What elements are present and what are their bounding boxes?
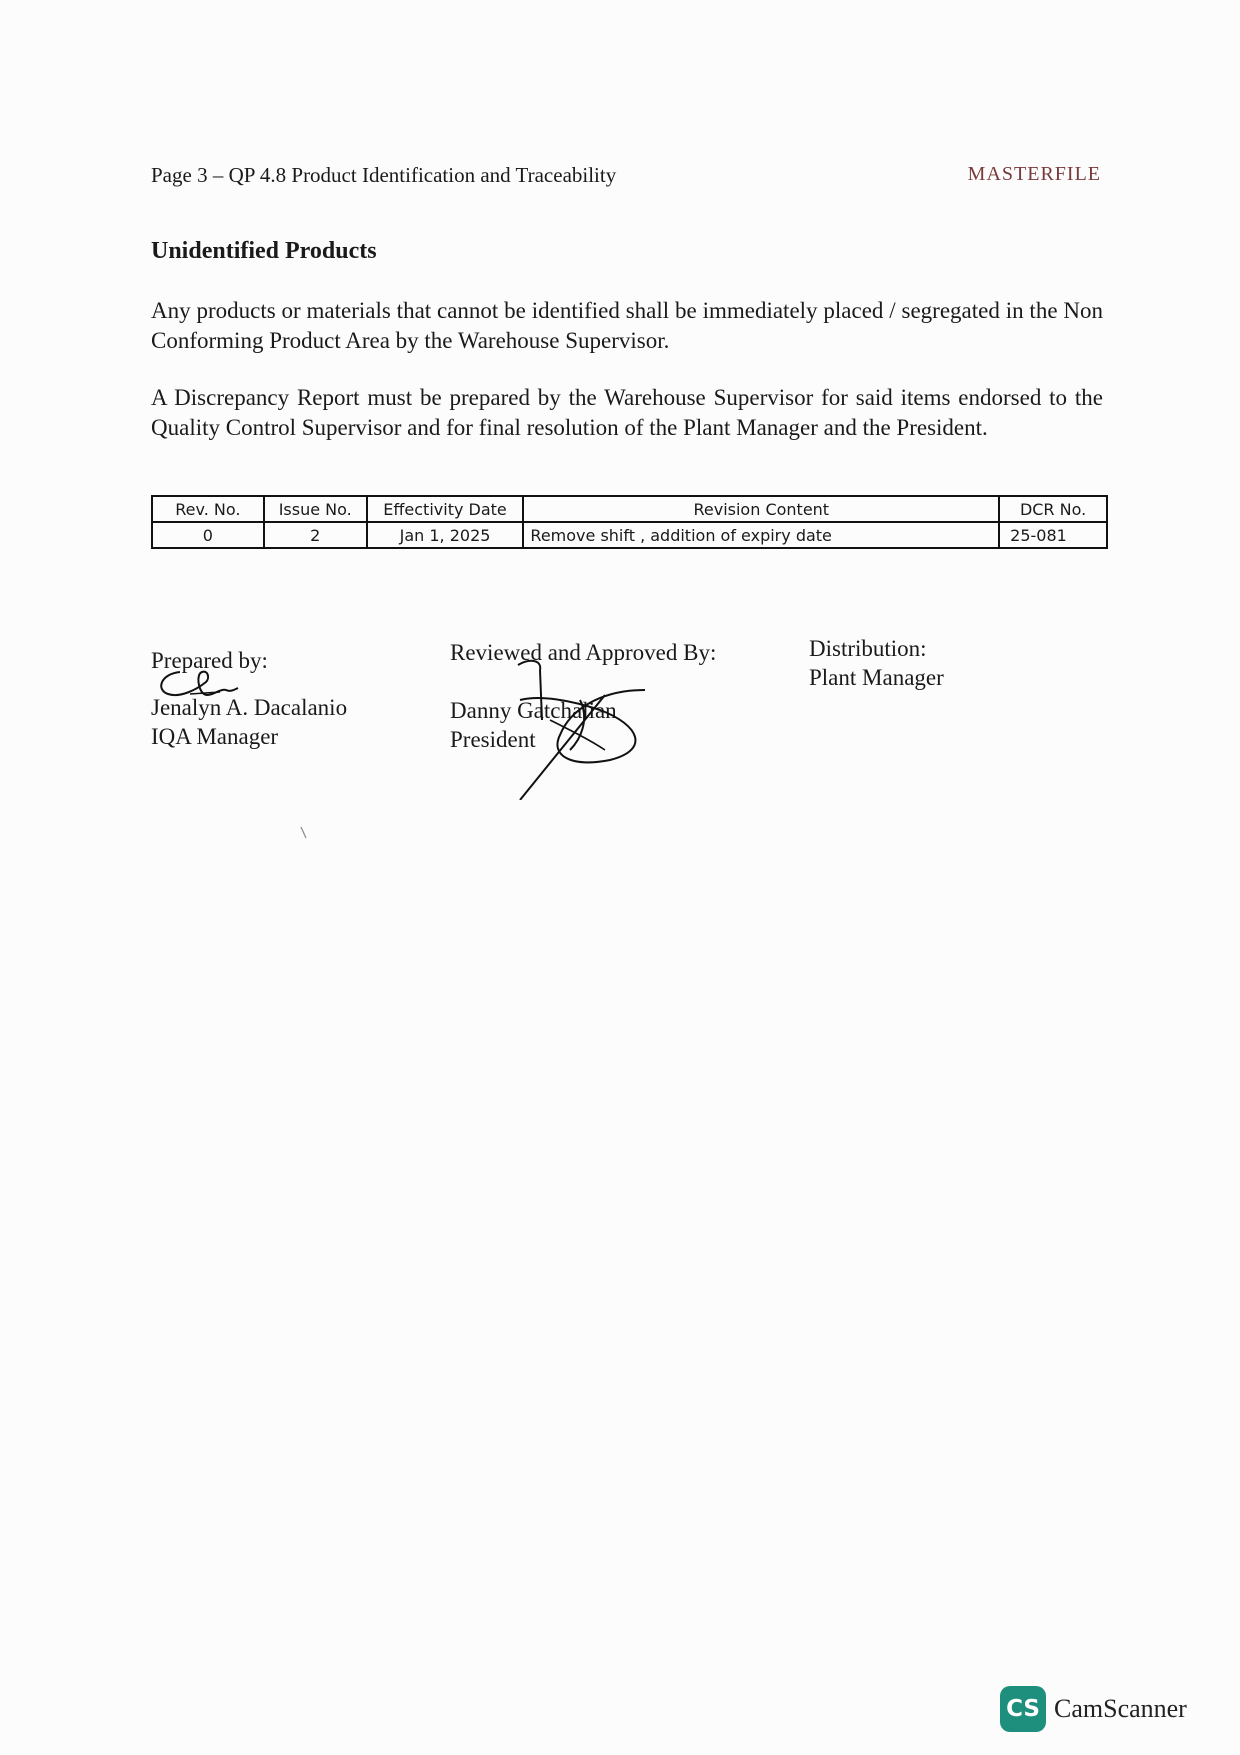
distribution-recipient: Plant Manager: [809, 665, 944, 690]
header-rev-no: Rev. No.: [152, 496, 264, 522]
prepared-by-name: Jenalyn A. Dacalanio: [151, 695, 348, 720]
stray-mark-icon: [300, 826, 308, 840]
header-dcr-no: DCR No.: [999, 496, 1107, 522]
revision-table: [151, 495, 1108, 549]
header-effectivity-date: Effectivity Date: [367, 496, 524, 522]
cell-effectivity-date: Jan 1, 2025: [367, 522, 524, 548]
distribution-label: Distribution:: [809, 636, 927, 661]
cell-rev-no: 0: [152, 522, 264, 548]
page-header: [151, 163, 1101, 193]
header-issue-no: Issue No.: [264, 496, 367, 522]
reviewed-by-name: Danny Gatchalian: [450, 698, 617, 723]
distribution-block: [809, 634, 944, 692]
revision-table-header-row: [152, 496, 1107, 522]
cell-issue-no: 2: [264, 522, 367, 548]
table-row: [152, 522, 1107, 548]
prepared-signature-icon: [150, 660, 270, 710]
header-revision-content: Revision Content: [523, 496, 999, 522]
reviewed-signature-icon: [510, 640, 660, 800]
section-heading: Unidentified Products: [151, 238, 377, 264]
prepared-by-label: Prepared by:: [151, 648, 268, 673]
cell-dcr-no: 25-081: [999, 522, 1107, 548]
prepared-by-title: IQA Manager: [151, 724, 279, 749]
paragraph-discrepancy-report: A Discrepancy Report must be prepared by the Warehouse Supervisor for said items endorsed to the Quality Control Supervisor and for final resolution of the Plant Manager and the President.: [151, 385, 1103, 440]
paragraph-unidentified-products: Any products or materials that cannot be identified shall be immediately placed / segregated in the Non Conforming Product Area by the Warehouse Supervisor.: [151, 298, 1103, 353]
masterfile-stamp: MASTERFILE: [967, 163, 1101, 185]
cell-revision-content: Remove shift , addition of expiry date: [523, 522, 999, 548]
camscanner-badge: CS: [1000, 1686, 1046, 1732]
reviewed-by-title: President: [450, 727, 536, 752]
reviewed-by-label: Reviewed and Approved By:: [450, 640, 717, 665]
page-label: Page 3 – QP 4.8 Product Identification and Traceability: [151, 163, 617, 187]
camscanner-watermark: [1000, 1686, 1210, 1732]
camscanner-text: CamScanner: [1054, 1694, 1187, 1723]
